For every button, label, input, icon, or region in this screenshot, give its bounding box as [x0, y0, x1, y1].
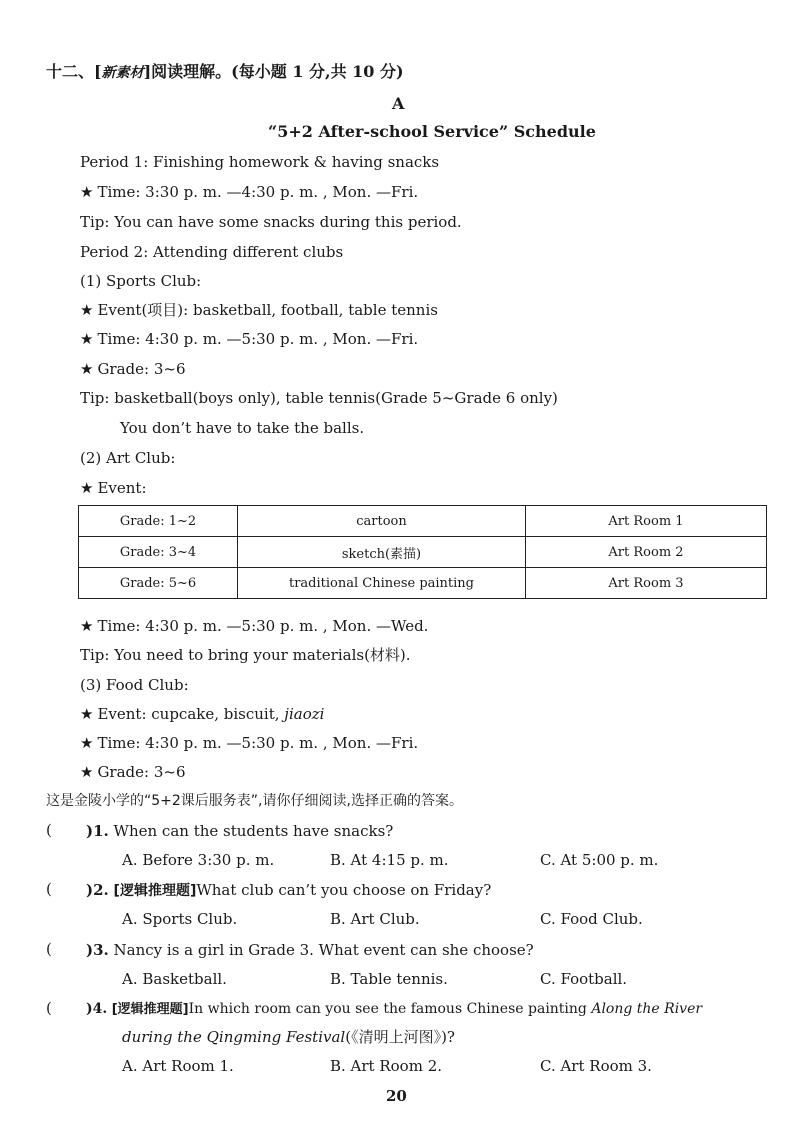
option-b: B. Table tennis. [330, 970, 448, 988]
art-club-heading: (2) Art Club: [80, 449, 176, 467]
star-icon: ★ [80, 763, 94, 781]
period1-heading: Period 1: Finishing homework & having snacks [80, 153, 440, 171]
sports-club-heading: (1) Sports Club: [80, 272, 202, 290]
question-4: )4. [逻辑推理题]In which room can you see the famous Chinese painting Along the River [86, 1001, 703, 1017]
question-3: )3. Nancy is a girl in Grade 3. What event can she choose? [86, 941, 534, 959]
table-cell-event: cartoon [238, 506, 526, 537]
table-cell-grade: Grade: 5~6 [79, 568, 238, 599]
table-cell-grade: Grade: 1~2 [79, 506, 238, 537]
answer-blank-open: ( [46, 821, 52, 839]
question-2: )2. [逻辑推理题]What club can’t you choose on Friday? [86, 881, 492, 899]
table-cell-room: Art Room 3 [526, 568, 767, 599]
part-letter: A [392, 94, 405, 113]
answer-blank-open: ( [46, 940, 52, 958]
art-club-table [78, 505, 767, 599]
option-b: B. At 4:15 p. m. [330, 851, 449, 869]
star-icon: ★ [80, 479, 94, 497]
option-c: C. Football. [540, 970, 628, 988]
option-a: A. Before 3:30 p. m. [122, 851, 275, 869]
food-club-heading: (3) Food Club: [80, 676, 189, 694]
table-row [79, 506, 767, 537]
section-header: 十二、[新素材]阅读理解。(每小题 1 分,共 10 分) [46, 62, 404, 81]
option-a: A. Art Room 1. [122, 1057, 234, 1075]
star-icon: ★ [80, 617, 94, 635]
sports-tip: Tip: basketball(boys only), table tennis(Grade 5~Grade 6 only) [80, 389, 558, 407]
answer-blank-open: ( [46, 880, 52, 898]
period1-tip: Tip: You can have some snacks during this period. [80, 213, 462, 231]
table-cell-event: sketch(素描) [238, 537, 526, 568]
schedule-title: “5+2 After-school Service” Schedule [268, 122, 596, 141]
art-event: ★ Event: [80, 479, 147, 497]
table-row [79, 568, 767, 599]
page-number: 20 [386, 1087, 407, 1105]
star-icon: ★ [80, 734, 94, 752]
table-row [79, 537, 767, 568]
table-cell-room: Art Room 2 [526, 537, 767, 568]
sports-grade: ★ Grade: 3~6 [80, 360, 186, 378]
table-cell-grade: Grade: 3~4 [79, 537, 238, 568]
option-b: B. Art Room 2. [330, 1057, 443, 1075]
question-4-line2: during the Qingming Festival(《清明上河图》)? [122, 1028, 455, 1046]
question-1: )1. When can the students have snacks? [86, 822, 394, 840]
period1-time: ★ Time: 3:30 p. m. —4:30 p. m. , Mon. —Fri. [80, 183, 419, 201]
answer-blank-open: ( [46, 999, 52, 1017]
instruction: 这是金陵小学的“5+2课后服务表”,请你仔细阅读,选择正确的答案。 [46, 793, 463, 809]
star-icon: ★ [80, 301, 94, 319]
sports-event: ★ Event(项目): basketball, football, table tennis [80, 301, 438, 319]
food-event: ★ Event: cupcake, biscuit, jiaozi [80, 705, 325, 723]
option-c: C. Art Room 3. [540, 1057, 652, 1075]
section-label: 十二、 [46, 62, 95, 81]
option-a: A. Sports Club. [122, 910, 238, 928]
option-c: C. At 5:00 p. m. [540, 851, 659, 869]
period2-heading: Period 2: Attending different clubs [80, 243, 344, 261]
art-time: ★ Time: 4:30 p. m. —5:30 p. m. , Mon. —Wed. [80, 617, 429, 635]
section-title: 阅读理解。(每小题 1 分,共 10 分) [151, 62, 404, 81]
section-tag: 新素材 [101, 65, 144, 81]
table-cell-event: traditional Chinese painting [238, 568, 526, 599]
sports-tip-2: You don’t have to take the balls. [120, 419, 365, 437]
food-time: ★ Time: 4:30 p. m. —5:30 p. m. , Mon. —Fri. [80, 734, 419, 752]
option-b: B. Art Club. [330, 910, 420, 928]
option-a: A. Basketball. [122, 970, 227, 988]
star-icon: ★ [80, 360, 94, 378]
table-cell-room: Art Room 1 [526, 506, 767, 537]
food-grade: ★ Grade: 3~6 [80, 763, 186, 781]
star-icon: ★ [80, 183, 94, 201]
option-c: C. Food Club. [540, 910, 643, 928]
sports-time: ★ Time: 4:30 p. m. —5:30 p. m. , Mon. —Fri. [80, 330, 419, 348]
art-tip: Tip: You need to bring your materials(材料). [80, 646, 411, 664]
star-icon: ★ [80, 705, 94, 723]
star-icon: ★ [80, 330, 94, 348]
